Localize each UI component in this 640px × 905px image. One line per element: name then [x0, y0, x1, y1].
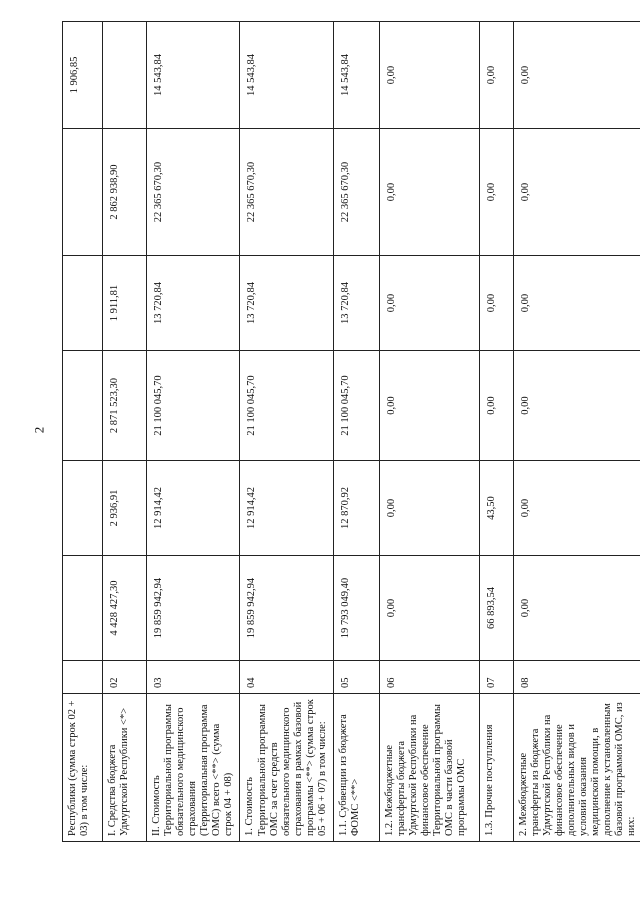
- value-cell-1: 0,00: [379, 556, 479, 661]
- value-cell-4: 13 720,84: [240, 256, 333, 351]
- value-cell-2: [63, 461, 103, 556]
- value-cell-4: [63, 256, 103, 351]
- row-code-cell: 05: [333, 661, 379, 694]
- page-number: 2: [31, 426, 47, 434]
- value-cell-4: 0,00: [479, 256, 513, 351]
- value-cell-6: 1 906,85: [63, 22, 103, 129]
- row-code-cell: 03: [147, 661, 240, 694]
- table-row: [479, 22, 513, 842]
- value-cell-1: 66 893,54: [479, 556, 513, 661]
- row-name-cell: Республики (сумма строк 02 + 03) в том числе:: [63, 694, 103, 842]
- value-cell-3: 0,00: [379, 351, 479, 461]
- value-cell-3: 21 100 045,70: [240, 351, 333, 461]
- value-cell-2: 0,00: [379, 461, 479, 556]
- row-name-cell: 1.3. Прочие поступления: [479, 694, 513, 842]
- value-cell-1: 19 859 942,94: [240, 556, 333, 661]
- table-row: [333, 22, 379, 842]
- value-cell-1: 19 793 049,40: [333, 556, 379, 661]
- table-body: [63, 22, 640, 842]
- value-cell-5: 22 365 670,30: [147, 129, 240, 256]
- value-cell-3: [63, 351, 103, 461]
- rotated-table-frame: [62, 22, 638, 842]
- row-name-cell: 2. Межбюджетные трансферты из бюджета Удмуртской Республики на финансовое обеспечение дополнительных видов и условий оказания медицинской помощи, в дополнение к установленным базовой программой ОМС, из них:: [513, 694, 640, 842]
- row-code-cell: [63, 661, 103, 694]
- value-cell-5: 0,00: [513, 129, 640, 256]
- row-name-cell: II. Стоимость Территориальной программы обязательного медицинского страхования (Территориальная программа ОМС) всего <**> (сумма строк 04 + 08): [147, 694, 240, 842]
- value-cell-4: 0,00: [379, 256, 479, 351]
- value-cell-2: 43,50: [479, 461, 513, 556]
- value-cell-3: 21 100 045,70: [147, 351, 240, 461]
- value-cell-1: 19 859 942,94: [147, 556, 240, 661]
- table-row: [379, 22, 479, 842]
- row-code-cell: 08: [513, 661, 640, 694]
- value-cell-6: 14 543,84: [147, 22, 240, 129]
- value-cell-3: 2 871 523,30: [103, 351, 147, 461]
- row-name-cell: 1.1. Субвенции из бюджета ФОМС <**>: [333, 694, 379, 842]
- value-cell-6: [103, 22, 147, 129]
- value-cell-1: 0,00: [513, 556, 640, 661]
- value-cell-3: 0,00: [513, 351, 640, 461]
- value-cell-2: 0,00: [513, 461, 640, 556]
- row-name-cell: 1.2. Межбюджетные трансферты бюджета Удмуртской Республики на финансовое обеспечение Территориальной программы ОМС в части базовой программы ОМС: [379, 694, 479, 842]
- value-cell-3: 0,00: [479, 351, 513, 461]
- value-cell-5: [63, 129, 103, 256]
- value-cell-2: 12 914,42: [147, 461, 240, 556]
- value-cell-1: 4 428 427,30: [103, 556, 147, 661]
- row-code-cell: 07: [479, 661, 513, 694]
- value-cell-2: 12 914,42: [240, 461, 333, 556]
- financing-table: [62, 21, 640, 842]
- row-code-cell: 02: [103, 661, 147, 694]
- table-row: [63, 22, 103, 842]
- table-row: [513, 22, 640, 842]
- value-cell-4: 1 911,81: [103, 256, 147, 351]
- table-row: [147, 22, 240, 842]
- value-cell-5: 2 862 938,90: [103, 129, 147, 256]
- value-cell-6: 0,00: [379, 22, 479, 129]
- value-cell-6: 14 543,84: [240, 22, 333, 129]
- value-cell-4: 13 720,84: [147, 256, 240, 351]
- row-code-cell: 04: [240, 661, 333, 694]
- value-cell-5: 22 365 670,30: [333, 129, 379, 256]
- value-cell-4: 0,00: [513, 256, 640, 351]
- value-cell-6: 0,00: [513, 22, 640, 129]
- value-cell-2: 2 936,91: [103, 461, 147, 556]
- row-name-cell: I. Средства бюджета Удмуртской Республики <*>: [103, 694, 147, 842]
- value-cell-6: 0,00: [479, 22, 513, 129]
- table-container: [62, 22, 638, 842]
- value-cell-5: 0,00: [379, 129, 479, 256]
- row-name-cell: 1. Стоимость Территориальной программы ОМС за счет средств обязательного медицинского страхования в рамках базовой программы <**> (сумма строк 05 + 06 + 07) в том числе:: [240, 694, 333, 842]
- value-cell-6: 14 543,84: [333, 22, 379, 129]
- table-row: [240, 22, 333, 842]
- value-cell-2: 12 870,92: [333, 461, 379, 556]
- value-cell-5: 22 365 670,30: [240, 129, 333, 256]
- row-code-cell: 06: [379, 661, 479, 694]
- value-cell-5: 0,00: [479, 129, 513, 256]
- value-cell-3: 21 100 045,70: [333, 351, 379, 461]
- table-row: [103, 22, 147, 842]
- value-cell-1: [63, 556, 103, 661]
- value-cell-4: 13 720,84: [333, 256, 379, 351]
